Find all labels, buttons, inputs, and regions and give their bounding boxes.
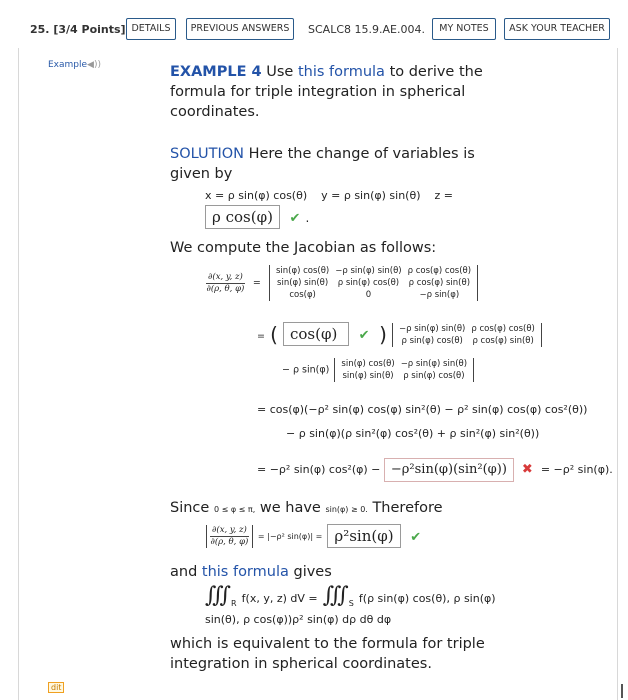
- question-code: SCALC8 15.9.AE.004.: [308, 23, 425, 36]
- final-lhs: = −ρ² sin(φ) cos²(φ) −: [257, 463, 381, 476]
- heading-line3: coordinates.: [170, 104, 260, 120]
- expand-line-2: − ρ sin(φ)(ρ sin²(φ) cos²(θ) + ρ sin²(φ) sin²(θ)): [286, 427, 540, 440]
- correct-check-icon: ✔: [354, 328, 375, 343]
- solution-line2: given by: [170, 166, 233, 182]
- abs-answer-box[interactable]: ρ²sin(φ): [327, 524, 400, 548]
- integral-line-2: sin(θ), ρ cos(φ))ρ² sin(φ) dρ dθ dφ: [205, 613, 392, 626]
- jacobian-matrix: sin(φ) cos(θ) −ρ sin(φ) sin(θ) ρ cos(φ) cos(θ) sin(φ) sin(θ) ρ sin(φ) cos(θ) ρ cos(φ) sin(θ) cos(φ) 0 −ρ sin(φ): [269, 265, 478, 301]
- final-jacobian-line: [257, 458, 613, 482]
- conclusion: which is equivalent to the formula for triple integration in spherical coordinates.: [170, 636, 485, 672]
- example-label: EXAMPLE 4: [170, 64, 262, 80]
- expand-line-1: = cos(φ)(−ρ² sin(φ) cos(φ) sin²(θ) − ρ² sin(φ) cos(φ) cos²(θ)): [257, 403, 588, 416]
- correct-check-icon: ✔: [405, 530, 422, 545]
- jacobian-intro: We compute the Jacobian as follows:: [170, 240, 437, 256]
- change-of-variables: [205, 189, 453, 202]
- expansion-line-2: − ρ sin(φ) sin(φ) cos(θ) −ρ sin(φ) sin(θ) sin(φ) sin(θ) ρ sin(φ) cos(θ): [282, 358, 474, 382]
- formula-link-2[interactable]: this formula: [201, 564, 289, 580]
- minor-matrix-2: sin(φ) cos(θ) −ρ sin(φ) sin(θ) sin(φ) sin(θ) ρ sin(φ) cos(θ): [334, 358, 474, 382]
- abs-jacobian: $\frac{\partial(x, y, z)}{\partial(\rho, \theta, \varphi)}$: [206, 525, 253, 548]
- heading-text: Use: [266, 64, 294, 80]
- speaker-icon[interactable]: ◀)): [87, 60, 101, 70]
- z-answer-row: ρ cos(φ) ✔ .: [205, 205, 309, 229]
- details-button[interactable]: DETAILS: [126, 18, 176, 40]
- triple-integral-symbol: ∭: [322, 583, 349, 608]
- solution-block: [170, 144, 475, 184]
- z-answer-box[interactable]: ρ cos(φ): [205, 205, 280, 229]
- cofactor-answer-box[interactable]: cos(φ): [283, 322, 349, 346]
- ask-teacher-button[interactable]: ASK YOUR TEACHER: [504, 18, 610, 40]
- jacobian-determinant: $\frac{\partial(x, y, z)}{\partial(\rho, \theta, \varphi)}$ = sin(φ) cos(θ) −ρ sin(φ) sin(θ) ρ cos(φ) cos(θ) sin(φ) sin(θ) ρ sin(φ) cos(θ) ρ cos(φ) sin(θ) cos(φ) 0 −ρ sin(φ): [206, 265, 478, 301]
- correct-check-icon: ✔: [285, 211, 301, 226]
- minor-matrix-1: −ρ sin(φ) sin(θ) ρ cos(φ) cos(θ) ρ sin(φ) cos(θ) ρ cos(φ) sin(θ): [392, 323, 542, 347]
- heading-text-b: to derive the: [389, 64, 483, 80]
- scrollbar[interactable]: [621, 684, 623, 698]
- final-answer-box[interactable]: −ρ²sin(φ)(sin²(φ)): [384, 458, 514, 482]
- jacobian-fraction: $\frac{\partial(x, y, z)}{\partial(\rho, \theta, \varphi)}$: [206, 271, 245, 294]
- gives-line: and this formula gives: [170, 564, 332, 580]
- abs-jacobian-row: $\frac{\partial(x, y, z)}{\partial(\rho, \theta, \varphi)}$ = |−ρ² sin(φ)| = ρ²sin(φ) ✔: [206, 524, 421, 548]
- z-equation: z =: [434, 189, 453, 202]
- solution-text: Here the change of variables is: [248, 146, 475, 162]
- solution-label: SOLUTION: [170, 146, 244, 162]
- example-heading: [170, 62, 483, 122]
- x-equation: x = ρ sin(φ) cos(θ): [205, 189, 308, 202]
- question-number: 25. [3/4 Points]: [30, 23, 126, 36]
- formula-link[interactable]: this formula: [297, 64, 385, 80]
- previous-answers-button[interactable]: PREVIOUS ANSWERS: [186, 18, 294, 40]
- incorrect-cross-icon: ✖: [517, 462, 538, 477]
- since-line: Since 0 ≤ φ ≤ π, we have sin(φ) ≥ 0. Therefore: [170, 500, 443, 516]
- dit-button[interactable]: dit: [48, 682, 64, 693]
- integral-row: $∭_R$ f(x, y, z) dV = $∭_S$ f(ρ sin(φ) cos(θ), ρ sin(φ): [205, 583, 496, 609]
- my-notes-button[interactable]: MY NOTES: [432, 18, 496, 40]
- heading-line2: formula for triple integration in spherical: [170, 84, 466, 100]
- expansion-line-1: = ( cos(φ) ✔ ) −ρ sin(φ) sin(θ) ρ cos(φ) cos(θ) ρ sin(φ) cos(θ) ρ cos(φ) sin(θ): [257, 322, 542, 347]
- example-link[interactable]: Example◀)): [48, 60, 101, 70]
- triple-integral-symbol: ∭: [205, 583, 232, 608]
- y-equation: y = ρ sin(φ) sin(θ): [321, 189, 421, 202]
- final-rhs: = −ρ² sin(φ).: [540, 463, 613, 476]
